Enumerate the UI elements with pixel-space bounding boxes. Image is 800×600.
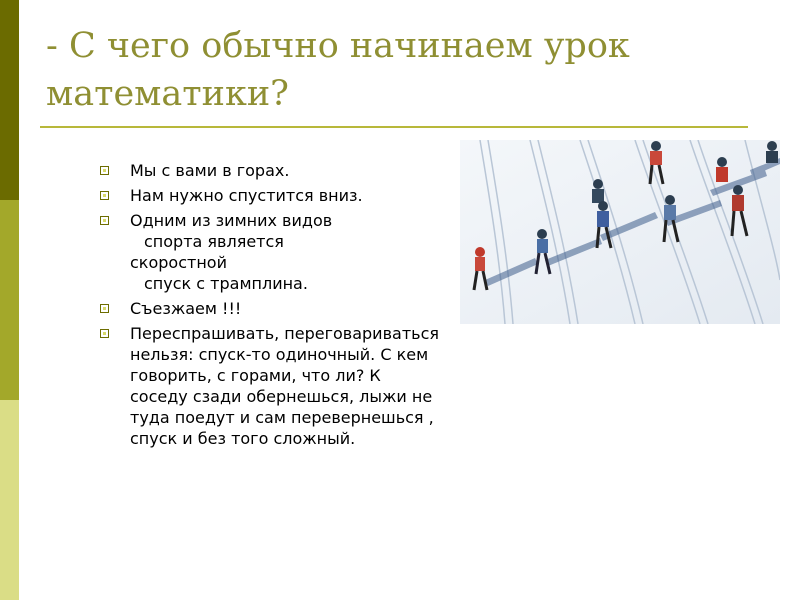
bullet-item: [100, 160, 440, 181]
bullet-text: Переспрашивать, переговариваться нельзя: спуск-то одиночный. С кем говорить, с горами, что ли? К соседу сзади обернешься, лыжи не туда поедут и сам перевернешься , спуск и без того сложный.: [130, 324, 439, 448]
bullet-text: Съезжаем !!!: [130, 299, 242, 318]
bullet-item: [100, 323, 440, 449]
skier: [766, 141, 778, 163]
bullet-item: [100, 298, 440, 319]
bullet-text-line: скоростной: [130, 253, 227, 272]
slide-title: - С чего обычно начинаем урок математики?: [46, 26, 630, 114]
square-bullet-icon: [100, 329, 109, 338]
square-bullet-icon: [100, 166, 109, 175]
bullet-text-line: спуск с трамплина.: [144, 274, 308, 293]
ski-race-illustration: [460, 140, 780, 324]
bullet-item: [100, 210, 440, 294]
bullet-text: Одним из зимних видов: [130, 211, 333, 230]
bullet-list: [100, 160, 440, 453]
square-bullet-icon: [100, 191, 109, 200]
ski-race-photo: [460, 140, 780, 324]
title-underline: [40, 126, 748, 128]
square-bullet-icon: [100, 304, 109, 313]
bullet-text: Нам нужно спустится вниз.: [130, 186, 363, 205]
bullet-text-line: спорта является: [144, 232, 284, 251]
bullet-text: Мы с вами в горах.: [130, 161, 290, 180]
sidebar-band-light: [0, 400, 19, 600]
sidebar-band-mid: [0, 200, 19, 400]
square-bullet-icon: [100, 216, 109, 225]
sidebar-band-dark: [0, 0, 19, 200]
decorative-sidebar: [0, 0, 19, 600]
bullet-item: [100, 185, 440, 206]
